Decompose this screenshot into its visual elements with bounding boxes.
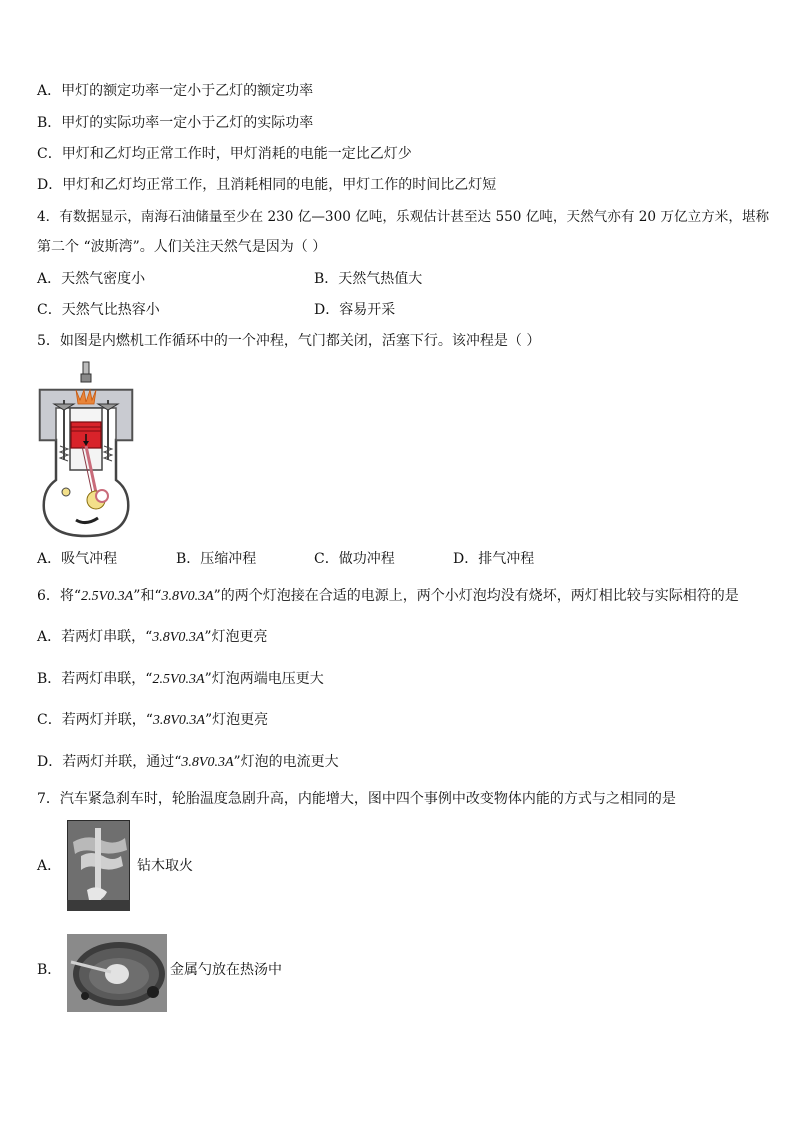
q5-option-b: B．压缩冲程: [176, 551, 257, 567]
q6-option-text: C．若两灯并联，“: [37, 712, 153, 728]
q6-stem-text: 6．将“: [37, 588, 82, 604]
q3-option-d: D．甲灯和乙灯均正常工作，且消耗相同的电能，甲灯工作的时间比乙灯短: [37, 177, 497, 193]
q6-option-bulb: 3.8V0.3A: [152, 713, 205, 728]
q6-option-b: [37, 669, 764, 690]
q3-option-a: A．甲灯的额定功率一定小于乙灯的额定功率: [37, 83, 314, 99]
q6-option-text: A．若两灯串联，“: [37, 629, 153, 645]
q6-option-a: [37, 627, 764, 648]
q5-option-c: C．做功冲程: [314, 551, 395, 567]
q5-option-d: D．排气冲程: [453, 551, 535, 567]
drill-wood-photo: [67, 820, 130, 911]
q7-stem: 7．汽车紧急刹车时，轮胎温度急剧升高，内能增大，图中四个事例中改变物体内能的方式与之相同的是: [37, 791, 676, 807]
q6-option-text: ”灯泡的电流更大: [233, 754, 339, 770]
q4-option-b: B．天然气热值大: [314, 271, 423, 287]
q6-stem-text: ”和“: [133, 588, 162, 604]
q5-option-a: A．吸气冲程: [37, 551, 118, 567]
q7-option-b-caption: 金属勺放在热汤中: [170, 962, 282, 978]
q6-stem: [37, 586, 764, 607]
q4-stem-line1: 4．有数据显示，南海石油储量至少在 230 亿—300 亿吨，乐观估计甚至达 550 亿吨，天然气亦有 20 万亿立方米，堪称: [37, 209, 770, 225]
q6-stem-bulb-2: 3.8V0.3A: [161, 589, 214, 604]
q6-option-text: ”灯泡更亮: [204, 712, 269, 728]
q6-option-text: B．若两灯串联，“: [37, 671, 153, 687]
q7-option-a-caption: 钻木取火: [137, 858, 193, 874]
q4-option-d: D．容易开采: [314, 302, 396, 318]
q7-option-a-letter: A．: [37, 858, 62, 874]
q6-option-bulb: 2.5V0.3A: [152, 672, 205, 687]
q6-option-text: ”灯泡更亮: [204, 629, 268, 645]
q6-stem-bulb-1: 2.5V0.3A: [81, 589, 134, 604]
q4-option-c: C．天然气比热容小: [37, 302, 160, 318]
q6-option-c: [37, 710, 764, 731]
q6-option-bulb: 3.8V0.3A: [181, 755, 234, 770]
q4-stem-line2: 第二个 “波斯湾”。人们关注天然气是因为（ ）: [37, 239, 327, 255]
q6-stem-text: ”的两个灯泡接在合适的电源上，两个小灯泡均没有烧坏，两灯相比较与实际相符的是: [213, 588, 739, 604]
q3-option-c: C．甲灯和乙灯均正常工作时，甲灯消耗的电能一定比乙灯少: [37, 146, 412, 162]
q6-option-text: ”灯泡两端电压更大: [204, 671, 324, 687]
q7-option-b-letter: B．: [37, 962, 62, 978]
q6-option-d: [37, 752, 764, 773]
q6-option-bulb: 3.8V0.3A: [152, 630, 205, 645]
engine-diagram: [36, 360, 136, 540]
spoon-in-soup-photo: [67, 934, 167, 1012]
q3-option-b: B．甲灯的实际功率一定小于乙灯的实际功率: [37, 115, 314, 131]
q4-option-a: A．天然气密度小: [37, 271, 146, 287]
q5-stem: 5．如图是内燃机工作循环中的一个冲程，气门都关闭，活塞下行。该冲程是（ ）: [37, 333, 541, 349]
q6-option-text: D．若两灯并联，通过“: [37, 754, 182, 770]
